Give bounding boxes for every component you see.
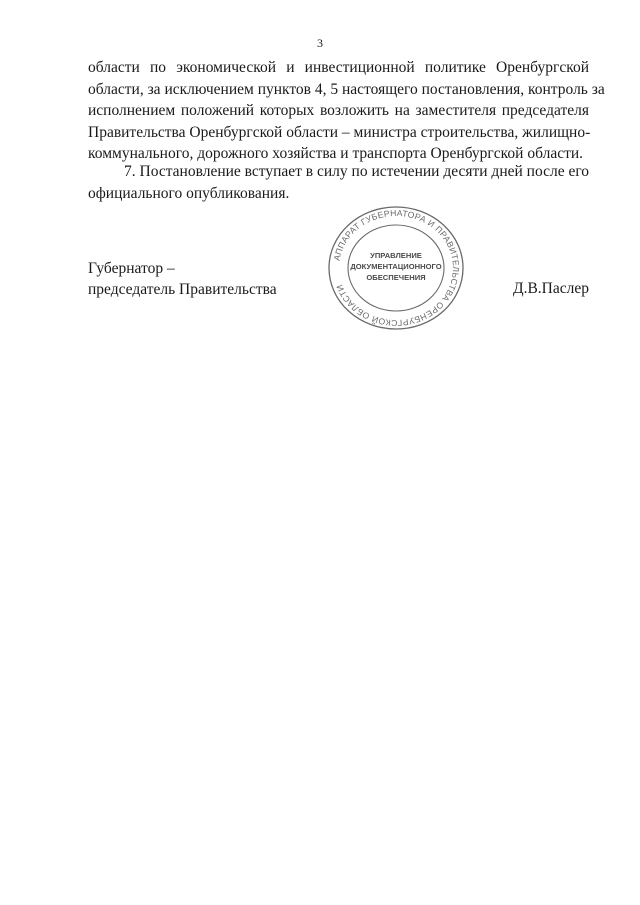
signatory-position	[88, 259, 277, 300]
paragraph-line: 7. Постановление вступает в силу по истечении десяти дней после его	[124, 163, 590, 180]
paragraph-line: официального опубликования.	[88, 184, 290, 202]
stamp-center-line: ОБЕСПЕЧЕНИЯ	[366, 273, 426, 282]
paragraph-line: исполнением положений которых возложить на заместителя председателя	[88, 102, 589, 119]
paragraph-line: области, за исключением пунктов 4, 5 настоящего постановления, контроль за	[88, 80, 605, 98]
signer-name: Д.В.Паслер	[513, 280, 589, 297]
paragraph-effective-date	[88, 161, 589, 204]
signatory-position-line: председатель Правительства	[88, 280, 277, 298]
page-number: 3	[317, 36, 323, 50]
paragraph-line: области по экономической и инвестиционной политике Оренбургской	[88, 59, 589, 76]
stamp-center-line: УПРАВЛЕНИЕ	[370, 251, 422, 260]
paragraph-line: коммунального, дорожного хозяйства и транспорта Оренбургской области.	[88, 145, 584, 162]
official-stamp	[326, 204, 466, 332]
paragraph-line: Правительства Оренбургской области – министра строительства, жилищно-	[88, 123, 591, 141]
signatory-position-line: Губернатор –	[88, 260, 175, 277]
paragraph-control-clause	[88, 57, 605, 165]
stamp-ring-text: АППАРАТ ГУБЕРНАТОРА И ПРАВИТЕЛЬСТВА ОРЕНБУРГСКОЙ ОБЛАСТИ	[331, 207, 462, 329]
stamp-center-line: ДОКУМЕНТАЦИОННОГО	[350, 262, 442, 271]
